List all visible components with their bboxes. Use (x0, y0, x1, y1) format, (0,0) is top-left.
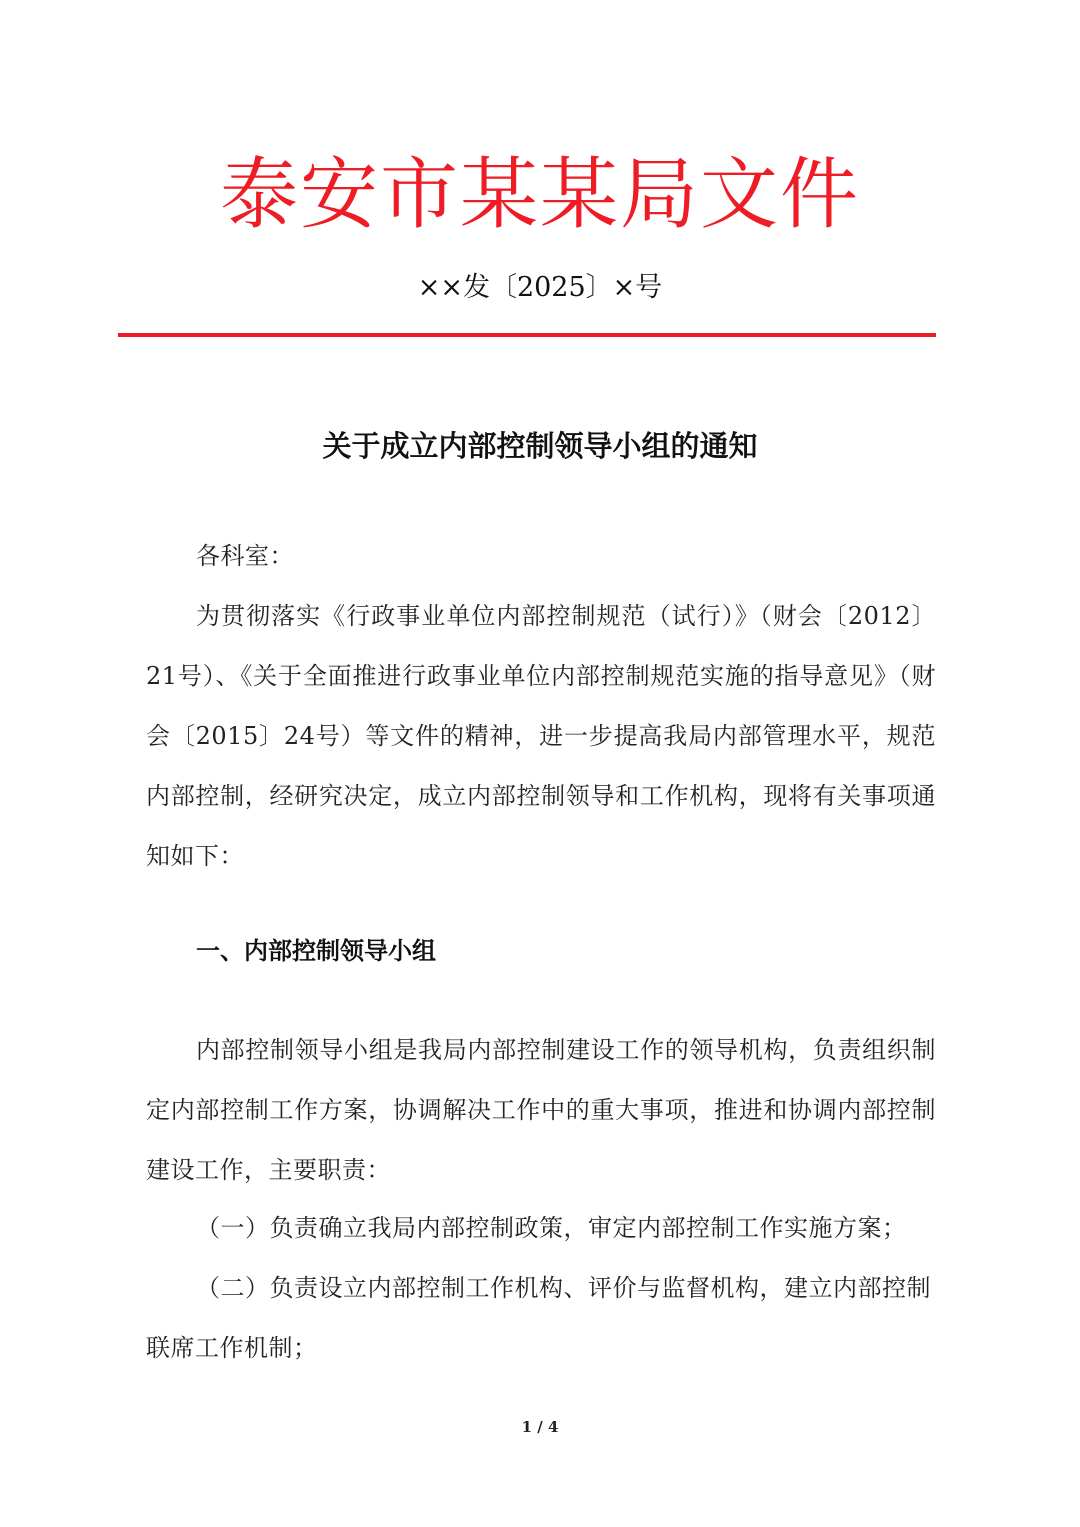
page-indicator: 1 / 4 (521, 1418, 559, 1436)
red-separator-line (118, 333, 936, 337)
document-masthead: 泰安市某某局文件 (219, 150, 860, 240)
document-number: ××发〔2025〕×号 (417, 272, 663, 303)
section-heading-1: 一、内部控制领导小组 (196, 937, 436, 965)
notice-title: 关于成立内部控制领导小组的通知 (322, 429, 758, 463)
section-1-paragraph: 内部控制领导小组是我局内部控制建设工作的领导机构，负责组织制定内部控制工作方案，协调解决工作中的重大事项，推进和协调内部控制建设工作，主要职责： (146, 1036, 936, 1184)
duty-item-2: （二）负责设立内部控制工作机构、评价与监督机构，建立内部控制联席工作机制； (146, 1274, 931, 1362)
duty-item-1: （一）负责确立我局内部控制政策，审定内部控制工作实施方案； (196, 1214, 907, 1242)
salutation: 各科室： (196, 542, 294, 570)
intro-paragraph: 为贯彻落实《行政事业单位内部控制规范（试行）》（财会〔2012〕21号）、《关于全面推进行政事业单位内部控制规范实施的指导意见》（财会〔2015〕24号）等文件的精神，进一步提高我局内部管理水平，规范内部控制，经研究决定，成立内部控制领导和工作机构，现将有关事项通知如下： (146, 602, 936, 870)
